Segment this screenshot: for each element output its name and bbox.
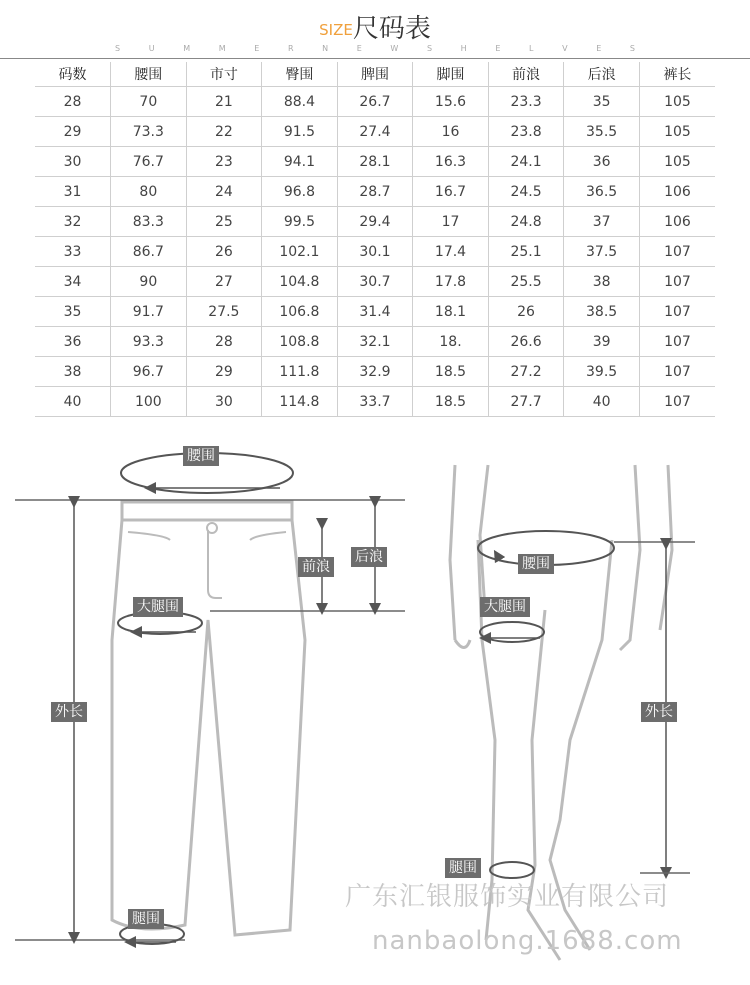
- table-cell: 23.8: [488, 117, 564, 147]
- table-cell: 91.7: [111, 297, 187, 327]
- table-cell: 88.4: [262, 87, 338, 117]
- table-cell: 18.1: [413, 297, 489, 327]
- table-cell: 38: [35, 357, 111, 387]
- table-row: [35, 387, 715, 417]
- table-cell: 25.1: [488, 237, 564, 267]
- table-cell: 107: [639, 267, 715, 297]
- table-cell: 107: [639, 297, 715, 327]
- table-cell: 107: [639, 387, 715, 417]
- column-header: 腰围: [111, 62, 187, 87]
- table-cell: 107: [639, 237, 715, 267]
- table-cell: 40: [35, 387, 111, 417]
- table-cell: 38.5: [564, 297, 640, 327]
- subtitle-letter: E: [596, 44, 602, 53]
- table-cell: 30.7: [337, 267, 413, 297]
- table-row: [35, 177, 715, 207]
- pants-outline: [112, 502, 305, 935]
- table-cell: 28: [35, 87, 111, 117]
- table-cell: 39: [564, 327, 640, 357]
- label-thigh-model: 大腿围: [480, 597, 530, 617]
- page-title: [0, 8, 750, 45]
- table-cell: 24: [186, 177, 262, 207]
- table-cell: 28.7: [337, 177, 413, 207]
- table-cell: 15.6: [413, 87, 489, 117]
- subtitle-letter: E: [356, 44, 362, 53]
- label-leg-opening-model: 腿围: [445, 858, 481, 878]
- label-outseam-pants: 外长: [51, 702, 87, 722]
- watermark-company: 广东汇银服饰实业有限公司: [345, 882, 670, 912]
- subtitle-letters: [115, 44, 635, 53]
- table-cell: 33.7: [337, 387, 413, 417]
- table-cell: 106: [639, 207, 715, 237]
- subtitle-letter: E: [495, 44, 501, 53]
- table-cell: 105: [639, 147, 715, 177]
- subtitle-letter: N: [322, 44, 329, 53]
- table-cell: 30: [186, 387, 262, 417]
- table-cell: 39.5: [564, 357, 640, 387]
- table-cell: 86.7: [111, 237, 187, 267]
- subtitle-letter: S: [426, 44, 433, 53]
- column-header: 市寸: [186, 62, 262, 87]
- table-cell: 30: [35, 147, 111, 177]
- subtitle-letter: W: [390, 44, 399, 53]
- table-cell: 90: [111, 267, 187, 297]
- table-cell: 100: [111, 387, 187, 417]
- column-header: 码数: [35, 62, 111, 87]
- table-cell: 31.4: [337, 297, 413, 327]
- column-header: 前浪: [488, 62, 564, 87]
- table-cell: 26: [488, 297, 564, 327]
- table-row: [35, 117, 715, 147]
- subtitle-letter: M: [218, 44, 226, 53]
- table-cell: 96.8: [262, 177, 338, 207]
- table-cell: 37.5: [564, 237, 640, 267]
- table-cell: 30.1: [337, 237, 413, 267]
- table-cell: 27.7: [488, 387, 564, 417]
- table-cell: 111.8: [262, 357, 338, 387]
- table-cell: 26: [186, 237, 262, 267]
- table-cell: 29: [186, 357, 262, 387]
- table-cell: 28.1: [337, 147, 413, 177]
- table-cell: 36: [564, 147, 640, 177]
- column-header: 脾围: [337, 62, 413, 87]
- table-cell: 93.3: [111, 327, 187, 357]
- label-leg-opening-pants: 腿围: [128, 909, 164, 929]
- table-header-row: [35, 62, 715, 87]
- table-cell: 26.6: [488, 327, 564, 357]
- table-row: [35, 87, 715, 117]
- table-row: [35, 267, 715, 297]
- table-cell: 21: [186, 87, 262, 117]
- title-size-prefix: SIZE: [319, 21, 353, 39]
- table-cell: 24.1: [488, 147, 564, 177]
- table-cell: 25.5: [488, 267, 564, 297]
- table-cell: 73.3: [111, 117, 187, 147]
- table-row: [35, 207, 715, 237]
- subtitle-letter: S: [629, 44, 635, 53]
- table-cell: 108.8: [262, 327, 338, 357]
- table-cell: 104.8: [262, 267, 338, 297]
- table-cell: 35.5: [564, 117, 640, 147]
- label-back-rise: 后浪: [351, 547, 387, 567]
- table-cell: 83.3: [111, 207, 187, 237]
- table-cell: 24.5: [488, 177, 564, 207]
- subtitle-letter: R: [287, 44, 294, 53]
- table-cell: 28: [186, 327, 262, 357]
- table-cell: 23: [186, 147, 262, 177]
- subtitle-letter: S: [115, 44, 121, 53]
- size-table: [35, 62, 715, 417]
- table-cell: 32.9: [337, 357, 413, 387]
- table-cell: 36.5: [564, 177, 640, 207]
- table-cell: 22: [186, 117, 262, 147]
- title-text: 尺码表: [352, 14, 431, 44]
- watermark-site: nanbaolong.1688.com: [372, 926, 683, 956]
- table-cell: 40: [564, 387, 640, 417]
- table-cell: 91.5: [262, 117, 338, 147]
- top-divider: [0, 58, 750, 59]
- column-header: 裤长: [639, 62, 715, 87]
- table-cell: 37: [564, 207, 640, 237]
- table-row: [35, 237, 715, 267]
- table-cell: 106.8: [262, 297, 338, 327]
- table-row: [35, 327, 715, 357]
- label-front-rise: 前浪: [298, 557, 334, 577]
- table-cell: 29.4: [337, 207, 413, 237]
- table-cell: 16: [413, 117, 489, 147]
- table-cell: 76.7: [111, 147, 187, 177]
- table-cell: 114.8: [262, 387, 338, 417]
- table-cell: 16.7: [413, 177, 489, 207]
- column-header: 脚围: [413, 62, 489, 87]
- table-cell: 36: [35, 327, 111, 357]
- table-cell: 27.5: [186, 297, 262, 327]
- table-cell: 32: [35, 207, 111, 237]
- table-cell: 107: [639, 327, 715, 357]
- table-cell: 80: [111, 177, 187, 207]
- table-cell: 27.2: [488, 357, 564, 387]
- table-cell: 27.4: [337, 117, 413, 147]
- table-cell: 34: [35, 267, 111, 297]
- label-thigh-pants: 大腿围: [133, 597, 183, 617]
- table-cell: 23.3: [488, 87, 564, 117]
- subtitle-letter: V: [562, 44, 568, 53]
- label-waist-model: 腰围: [518, 554, 554, 574]
- table-cell: 29: [35, 117, 111, 147]
- table-cell: 102.1: [262, 237, 338, 267]
- table-body: [35, 87, 715, 417]
- table-cell: 18.5: [413, 387, 489, 417]
- subtitle-letter: H: [460, 44, 467, 53]
- table-cell: 26.7: [337, 87, 413, 117]
- label-waist-pants: 腰围: [183, 446, 219, 466]
- table-cell: 31: [35, 177, 111, 207]
- column-header: 臀围: [262, 62, 338, 87]
- table-row: [35, 357, 715, 387]
- table-cell: 17: [413, 207, 489, 237]
- subtitle-letter: U: [148, 44, 155, 53]
- table-cell: 99.5: [262, 207, 338, 237]
- table-cell: 70: [111, 87, 187, 117]
- table-cell: 25: [186, 207, 262, 237]
- table-row: [35, 297, 715, 327]
- table-cell: 18.5: [413, 357, 489, 387]
- table-cell: 105: [639, 117, 715, 147]
- table-cell: 17.8: [413, 267, 489, 297]
- table-row: [35, 147, 715, 177]
- subtitle-letter: L: [529, 44, 534, 53]
- table-cell: 106: [639, 177, 715, 207]
- subtitle-letter: E: [254, 44, 260, 53]
- label-outseam-model: 外长: [641, 702, 677, 722]
- table-cell: 107: [639, 357, 715, 387]
- table-cell: 18.: [413, 327, 489, 357]
- table-cell: 38: [564, 267, 640, 297]
- table-cell: 16.3: [413, 147, 489, 177]
- subtitle-letter: M: [183, 44, 191, 53]
- table-cell: 17.4: [413, 237, 489, 267]
- table-cell: 27: [186, 267, 262, 297]
- table-cell: 96.7: [111, 357, 187, 387]
- table-cell: 35: [564, 87, 640, 117]
- table-cell: 94.1: [262, 147, 338, 177]
- table-cell: 33: [35, 237, 111, 267]
- table-cell: 24.8: [488, 207, 564, 237]
- table-cell: 35: [35, 297, 111, 327]
- table-cell: 32.1: [337, 327, 413, 357]
- column-header: 后浪: [564, 62, 640, 87]
- table-cell: 105: [639, 87, 715, 117]
